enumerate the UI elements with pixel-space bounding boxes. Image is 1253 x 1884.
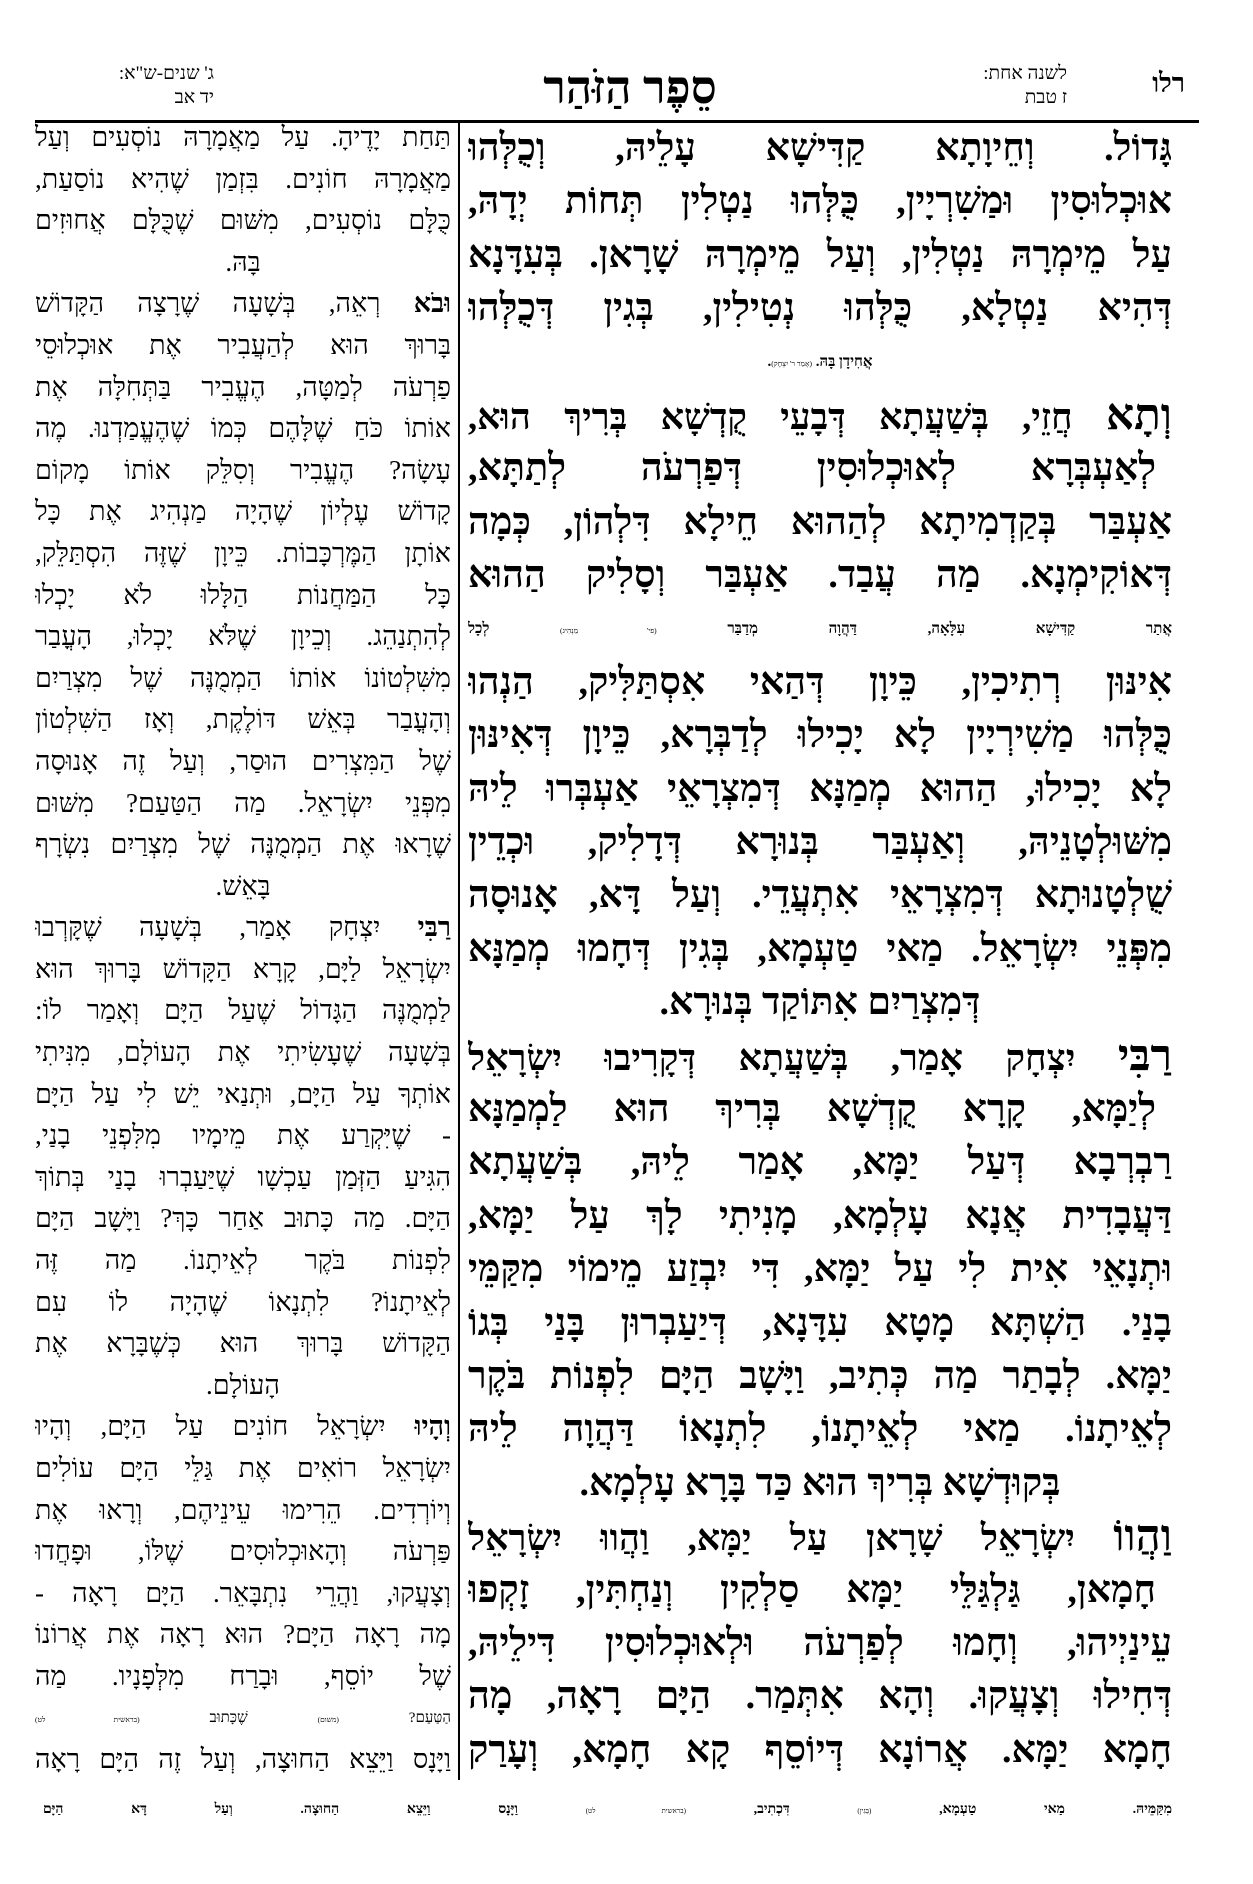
text-line: [468, 442, 1172, 495]
text-line: [35, 1573, 451, 1615]
text-line: [468, 976, 1172, 1029]
text-line: [468, 1030, 1172, 1083]
text-line: [468, 122, 1172, 175]
text-run: דְּהִיא נַטְלָא, כֻּלְּהוּ נְטִילִין, בְּגִין דְּכֻלְּהוּ: [468, 287, 1172, 330]
text-run: פַרְעֹה לְמַטָּה, הֶעֱבִיר בַּתְּחִלָּה אֶת: [35, 371, 451, 402]
text-line: [468, 336, 1172, 389]
reference-note: (בְּגִין): [857, 1807, 872, 1815]
text-run: שֶׁל הַמִּצְרִים הוּסַר, וְעַל זֶה אָנוּסָה: [35, 745, 451, 776]
text-line: [468, 1724, 1172, 1777]
paragraph: [468, 1510, 1172, 1777]
text-run: חֲזֵי, בְּשַׁעֲתָא דְּבָעֵי קֻדְשָׁא בְּרִיךְ הוּא,: [468, 395, 1106, 437]
text-line: [468, 923, 1172, 976]
text-line: [468, 1403, 1172, 1456]
text-run: שֶׁרָאוּ אֶת הַמְמֻנֶּה שֶׁל מִצְרַיִם נִשְׂרָף: [35, 829, 451, 860]
text-line: [468, 709, 1172, 762]
paragraph: [35, 117, 451, 283]
text-run: - שֶׁיִּקְרַע אֶת מֵימָיו מִלִּפְנֵי בָנַי,: [35, 1120, 451, 1151]
text-run: יִשְׂרָאֵל רוֹאִים אֶת גַּלֵּי הַיָּם עוֹלִים: [35, 1453, 451, 1483]
text-line: [35, 325, 451, 367]
text-run: אִינּוּן רְתִיכִין, כֵּיוָן דְּהַאי אִסְתַּלִּיק, הַנְהוּ: [468, 660, 1172, 703]
text-run: כֻּלָּם נוֹסְעִים, מִשּׁוּם שֶׁכֻּלָּם אֲחוּזִים: [35, 205, 451, 236]
text-run: עֵינַיְיהוּ, וְחָמוּ לְפַרְעֹה וּלְאוּכְלוּסִין דִּילֵיהּ,: [468, 1621, 1172, 1664]
text-run: הַיָּם. מַה כָּתוּב אַחַר כָּךְ? וַיָּשָׁב הַיָּם: [35, 1203, 451, 1234]
text-run: בְּשָׁעָה שֶׁעָשִׂיתִי אֶת הָעוֹלָם, מִנִּיתִי: [35, 1037, 451, 1068]
text-run: פַּרְעֹה וְהָאוּכְלוּסִים שֶׁלּוֹ, וּפָחֲדוּ: [35, 1536, 451, 1567]
text-line: [35, 1406, 451, 1448]
text-line: [468, 229, 1172, 282]
text-line: [468, 869, 1172, 922]
paragraph: [468, 1030, 1172, 1511]
text-run: אוֹתָן הַמֶּרְכָּבוֹת. כֵּיוָן שֶׁזֶּה הִסְתַּלֵּק,: [35, 537, 451, 568]
book-title: סֵפֶר הַזֹּהַר: [543, 62, 717, 113]
text-run: מָה רָאָה הַיָּם? הוּא רָאָה אֶת אֲרוֹנוֹ: [35, 1619, 451, 1650]
paragraph-lead-word: וּבֹא: [413, 288, 451, 319]
paragraph: [468, 389, 1172, 1030]
text-run: חָמָא יַמָּא. אֲרוֹנָא דְּיוֹסֵף קָא חָמָא, וְעָרַק: [468, 1728, 1172, 1771]
text-run: בָנַי. הַשְׁתָּא מָטָא עִדָּנָא, דְּיַעַבְרוּן בָּנַי בְּגוֹ: [468, 1301, 1172, 1344]
text-run: לִפְנוֹת בֹּקֶר לְאֵיתָנוֹ. מַה זֶּה: [35, 1245, 451, 1276]
text-run: .: [767, 353, 772, 370]
text-line: [35, 283, 451, 325]
one-year-reading-schedule: [937, 62, 1067, 110]
text-run: לְאֵיתָנוֹ. מַאי לְאֵיתָנוֹ, לִתְנָאוֹ דַּהֲוָה לֵיהּ: [468, 1408, 1172, 1451]
text-line: [468, 1510, 1172, 1563]
text-run: דְּאוֹקִימְנָא. מַה עֲבַד. אַעְבַּר וְסָלִיק הַהוּא: [468, 554, 1172, 597]
text-line: [35, 242, 451, 284]
reference-note: (אָמַר ר' יִצְחָק): [771, 358, 812, 368]
paragraph: [35, 1406, 451, 1780]
text-line: [35, 1032, 451, 1074]
text-run: וַיָּנָס וַיֵּצֵא הַחוּצָה, וְעַל זֶה הַיָּם רָאָה: [35, 1744, 451, 1775]
text-line: [468, 1190, 1172, 1243]
text-run: וְהָעֳבַר בְּאֵשׁ דּוֹלֶקֶת, וְאָז הַשִּׁלְטוֹן: [35, 704, 451, 735]
text-line: [35, 1198, 451, 1240]
text-run: תַּחַת יָדֶיהָ. עַל מַאֲמָרָהּ נוֹסְעִים וְעַל: [35, 122, 451, 152]
text-run: לְכָל: [468, 620, 561, 637]
text-line: [35, 408, 451, 450]
text-run: לַמְמֻנֶּה הַגָּדוֹל שֶׁעַל הַיָּם וְאָמַר לוֹ:: [35, 995, 451, 1026]
text-line: [35, 949, 451, 991]
text-run: יִשְׂרָאֵל שָׁרָאן עַל יַמָּא, וַהֲווּ יִשְׂרָאֵל: [468, 1517, 1114, 1559]
text-run: בָּאֵשׁ.: [215, 870, 271, 901]
text-line: [35, 824, 451, 866]
text-run: לָא יָכִילוּ, הַהוּא מְמַנָּא דְּמִצְרָאֵי אַעְבְּרוּ לֵיהּ: [468, 767, 1172, 810]
text-line: [468, 1350, 1172, 1403]
hebrew-translation-column: [35, 117, 451, 1781]
text-line: [468, 1617, 1172, 1670]
text-run: בָּרוּךְ הוּא לְהַעֲבִיר אֶת אוּכְלוּסֵי: [35, 329, 451, 360]
text-line: [35, 1115, 451, 1157]
text-line: [35, 1323, 451, 1365]
text-line: [35, 658, 451, 700]
text-run: מִפְּנֵי יִשְׂרָאֵל. מַאי טַעְמָא, בְּגִין דְּחָמוּ מְמַנָּא: [468, 927, 1172, 970]
text-run: קָדוֹשׁ עֶלְיוֹן שֶׁהָיָה מַנְהִיג אֶת כָּל: [35, 496, 451, 527]
text-run: אוּכְלוּסִין וּמַשִׁרְיָין, כֻּלְּהוּ נַטְלִין תְּחוֹת יְדָהּ,: [468, 180, 1172, 223]
text-line: [468, 1564, 1172, 1617]
paragraph-lead-word: וַהֲווֹ: [1113, 1512, 1172, 1561]
reference-note: (משום): [317, 1714, 339, 1724]
text-line: [468, 1457, 1172, 1510]
text-line: [35, 117, 451, 159]
text-line: [468, 282, 1172, 335]
text-line: [468, 763, 1172, 816]
paragraph-lead-word: רַבִּי: [417, 912, 451, 943]
text-run: שֶׁל יוֹסֵף, וּבָרַח מִלְּפָנָיו. מַה: [35, 1660, 451, 1691]
text-run: דַּעֲבָדִית אֲנָא עָלְמָא, מָנִיתִי לָךְ עַל יַמָּא,: [468, 1194, 1172, 1237]
text-run: יַמָּא. לְבָתַר מַה כְּתִיב, וַיָּשָׁב הַיָּם לִפְנוֹת בֹּקֶר: [468, 1354, 1172, 1397]
text-line: [468, 1243, 1172, 1296]
text-line: [35, 1240, 451, 1282]
three-year-reading-schedule: [96, 62, 214, 110]
column-divider: [458, 122, 460, 1780]
text-line: [468, 549, 1172, 602]
text-run: לְיַמָּא, קָרָא קֻדְשָׁא בְּרִיךְ הוּא לַמְמַנָּא: [468, 1088, 1156, 1131]
schedule-label: לשנה אחת:: [983, 63, 1067, 84]
text-line: [35, 159, 451, 201]
text-run: אַעְבַּר בְּקַדְמִיתָא לְהַהוּא חֵילָא דִּלְהוֹן, כְּמָה: [468, 500, 1172, 543]
text-run: הִגִּיעַ הַזְּמַן עַכְשָׁו שֶׁיַּעַבְרוּ בָנַי בְּתוֹךְ: [35, 1161, 451, 1192]
text-run: יִצְחָק אָמַר, בְּשַׁעֲתָא דְּקָרִיבוּ יִשְׂרָאֵל: [468, 1036, 1118, 1078]
text-line: [468, 175, 1172, 228]
text-run: וַיָּנָס וַיֵּצֵא הַחוּצָה. וְעַל דָּא הַיָּם: [43, 1802, 586, 1817]
reference-note: (בראשית לט): [35, 1714, 140, 1724]
text-run: שֶׁכָּתוּב: [139, 1709, 318, 1726]
text-line: [35, 533, 451, 575]
text-line: [35, 907, 451, 949]
text-run: אֲתַר קַדִּישָׁא עִלָּאָה, דַּהֲוָה מְדַבַּר: [656, 620, 1172, 637]
text-line: [35, 1656, 451, 1698]
text-run: הַטַּעַם?: [338, 1709, 451, 1726]
text-run: בְּקוּדְשָׁא בְּרִיךְ הוּא כַּד בָּרָא עָלְמָא.: [579, 1461, 1061, 1504]
text-line: [35, 1739, 451, 1781]
text-run: דְּחִילוּ וְצָעֲקוּ. וְהָא אִתְּמַר. הַיָּם רָאָה, מָה: [468, 1675, 1172, 1718]
reference-note: (פי' מַנְהִיג): [560, 625, 657, 635]
text-line: [35, 699, 451, 741]
text-line: [35, 741, 451, 783]
text-run: בָּהּ.: [225, 246, 261, 277]
text-line: [468, 1670, 1172, 1723]
text-line: [35, 1490, 451, 1532]
text-line: [468, 1136, 1172, 1189]
text-run: לְהִתְנַהֵג. וְכֵיוָן שֶׁלֹּא יָכְלוּ, הָעֳבַר: [35, 621, 451, 652]
text-run: וְצָעֲקוּ, וַהֲרֵי נִתְבָּאֵר. הַיָּם רָאָה -: [35, 1577, 451, 1608]
text-line: [468, 656, 1172, 709]
text-line: [468, 1083, 1172, 1136]
text-line: [468, 1297, 1172, 1350]
text-run: מִשִּׁלְטוֹנוֹ אוֹתוֹ הַמְמֻנֶּה שֶׁל מִצְרַיִם: [35, 662, 451, 693]
text-line: [35, 1282, 451, 1324]
text-line: [35, 491, 451, 533]
schedule-date: יד אב: [174, 87, 214, 108]
text-run: לְאֵיתָנוֹ? לִתְנָאוֹ שֶׁהָיָה לוֹ עִם: [35, 1286, 451, 1317]
text-run: עָשָׂה? הֶעֱבִיר וְסִלֵּק אוֹתוֹ מָקוֹם: [35, 454, 451, 485]
schedule-date: ז טבת: [1024, 87, 1067, 108]
text-run: אֲחִידָן בָּהּ.: [811, 353, 873, 370]
paragraph: [35, 907, 451, 1406]
text-line: [35, 450, 451, 492]
paragraph-lead-word: וְתָא: [1105, 390, 1172, 439]
text-line: [468, 389, 1172, 442]
text-run: אוֹתוֹ כֹּחַ שֶׁלָּהֶם כְּמוֹ שֶׁהֶעֱמַדְנוּ. מֶה: [35, 413, 451, 444]
schedule-label: ג' שנים-ש"א:: [118, 63, 214, 84]
text-line: [35, 1157, 451, 1199]
text-line: [35, 1074, 451, 1116]
text-line: [35, 990, 451, 1032]
text-run: חָמָאן, גַּלְגַּלֵּי יַמָּא סַלְקִין וְנַחְתִּין, זָקְפוּ: [468, 1568, 1156, 1611]
text-line: [35, 1365, 451, 1407]
text-line: [468, 603, 1172, 656]
text-line: [35, 1531, 451, 1573]
text-run: שֻׁלְטָנוּתָא דְּמִצְרָאֵי אִתְעֲדֵי. וְעַל דָּא, אָנוּסָה: [468, 874, 1172, 917]
text-run: וְיוֹרְדִים. הֵרִימוּ עֵינֵיהֶם, וְרָאוּ אֶת: [35, 1494, 451, 1525]
text-run: מִשּׁוּלְטָנֵיהּ, וְאַעְבַּר בְּנוּרָא דְּדָלִיק, וּכְדֵין: [468, 821, 1172, 864]
text-run: מִפְּנֵי יִשְׂרָאֵל. מַה הַטַּעַם? מִשּׁוּם: [35, 787, 451, 818]
full-width-closing-line: [43, 1782, 1172, 1838]
text-line: [35, 575, 451, 617]
page-number: רלו: [1152, 68, 1185, 98]
text-line: [468, 496, 1172, 549]
text-line: [35, 616, 451, 658]
text-line: [35, 1448, 451, 1490]
paragraph-lead-word: וְהָיוּ: [414, 1411, 451, 1442]
text-run: עַל מֵימְרָהּ נַטְלִין, וְעַל מֵימְרָהּ שָׁרָאן. בְּעִדָּנָא: [468, 233, 1172, 276]
text-line: [468, 816, 1172, 869]
text-run: יִשְׂרָאֵל לַיָּם, קָרָא הַקָּדוֹשׁ בָּרוּךְ הוּא: [35, 953, 451, 984]
text-run: מַאֲמָרָהּ חוֹנִים. בִּזְמַן שֶׁהִיא נוֹסַעַת,: [35, 163, 451, 194]
text-run: הַקָּדוֹשׁ בָּרוּךְ הוּא כְּשֶׁבָּרָא אֶת: [35, 1328, 451, 1359]
paragraph-lead-word: רַבִּי: [1117, 1031, 1172, 1080]
text-run: כָּל הַמַּחֲנוֹת הַלָּלוּ לֹא יָכְלוּ: [35, 579, 451, 610]
text-run: רְאֵה, בְּשָׁעָה שֶׁרָצָה הַקָּדוֹשׁ: [35, 288, 414, 319]
text-run: הָעוֹלָם.: [206, 1369, 280, 1400]
text-line: [35, 1614, 451, 1656]
text-run: מִקַּמֵּיהּ. מַאי טַעְמָא,: [871, 1802, 1172, 1817]
text-run: דִּכְתִיב,: [685, 1802, 858, 1817]
paragraph: [35, 283, 451, 907]
text-run: יִשְׂרָאֵל חוֹנִים עַל הַיָּם, וְהָיוּ: [35, 1411, 415, 1442]
text-run: רַבְרְבָא דְּעַל יַמָּא, אָמַר לֵיהּ, בְּשַׁעֲתָא: [468, 1141, 1172, 1184]
text-line: [35, 200, 451, 242]
text-line: [35, 866, 451, 908]
text-run: וּתְנָאֵי אִית לִי עַל יַמָּא, דִּי יִבְזַע מֵימוֹי מִקַּמֵּי: [468, 1248, 1172, 1291]
text-run: אוֹתְךָ עַל הַיָּם, וּתְנַאי יֵשׁ לִי עַל הַיָּם: [35, 1078, 451, 1109]
text-run: גָּדוֹל. וְחֵיוָתָא קַדִּישָׁא עָלֵיהּ, וְכֻלְּהוּ: [468, 127, 1172, 169]
aramaic-text-column: [468, 122, 1172, 1777]
text-run: כֻּלְּהוּ מַשִׁירְיָין לָא יָכִילוּ לְדַבְּרָא, כֵּיוָן דְּאִינּוּן: [468, 714, 1172, 757]
text-line: [43, 1782, 1172, 1838]
paragraph: [468, 122, 1172, 389]
text-line: [35, 783, 451, 825]
text-run: דְּמִצְרַיִם אִתּוֹקַד בְּנוּרָא.: [659, 981, 981, 1024]
reference-note: (בראשית לט): [585, 1807, 686, 1815]
text-line: [35, 367, 451, 409]
text-run: לְאַעְבְּרָא לְאוּכְלוּסִין דְּפַרְעֹה לְתַתָּא,: [468, 447, 1156, 490]
text-line: [35, 1698, 451, 1740]
text-run: יִצְחָק אָמַר, בְּשָׁעָה שֶׁקָּרְבוּ: [35, 912, 418, 943]
